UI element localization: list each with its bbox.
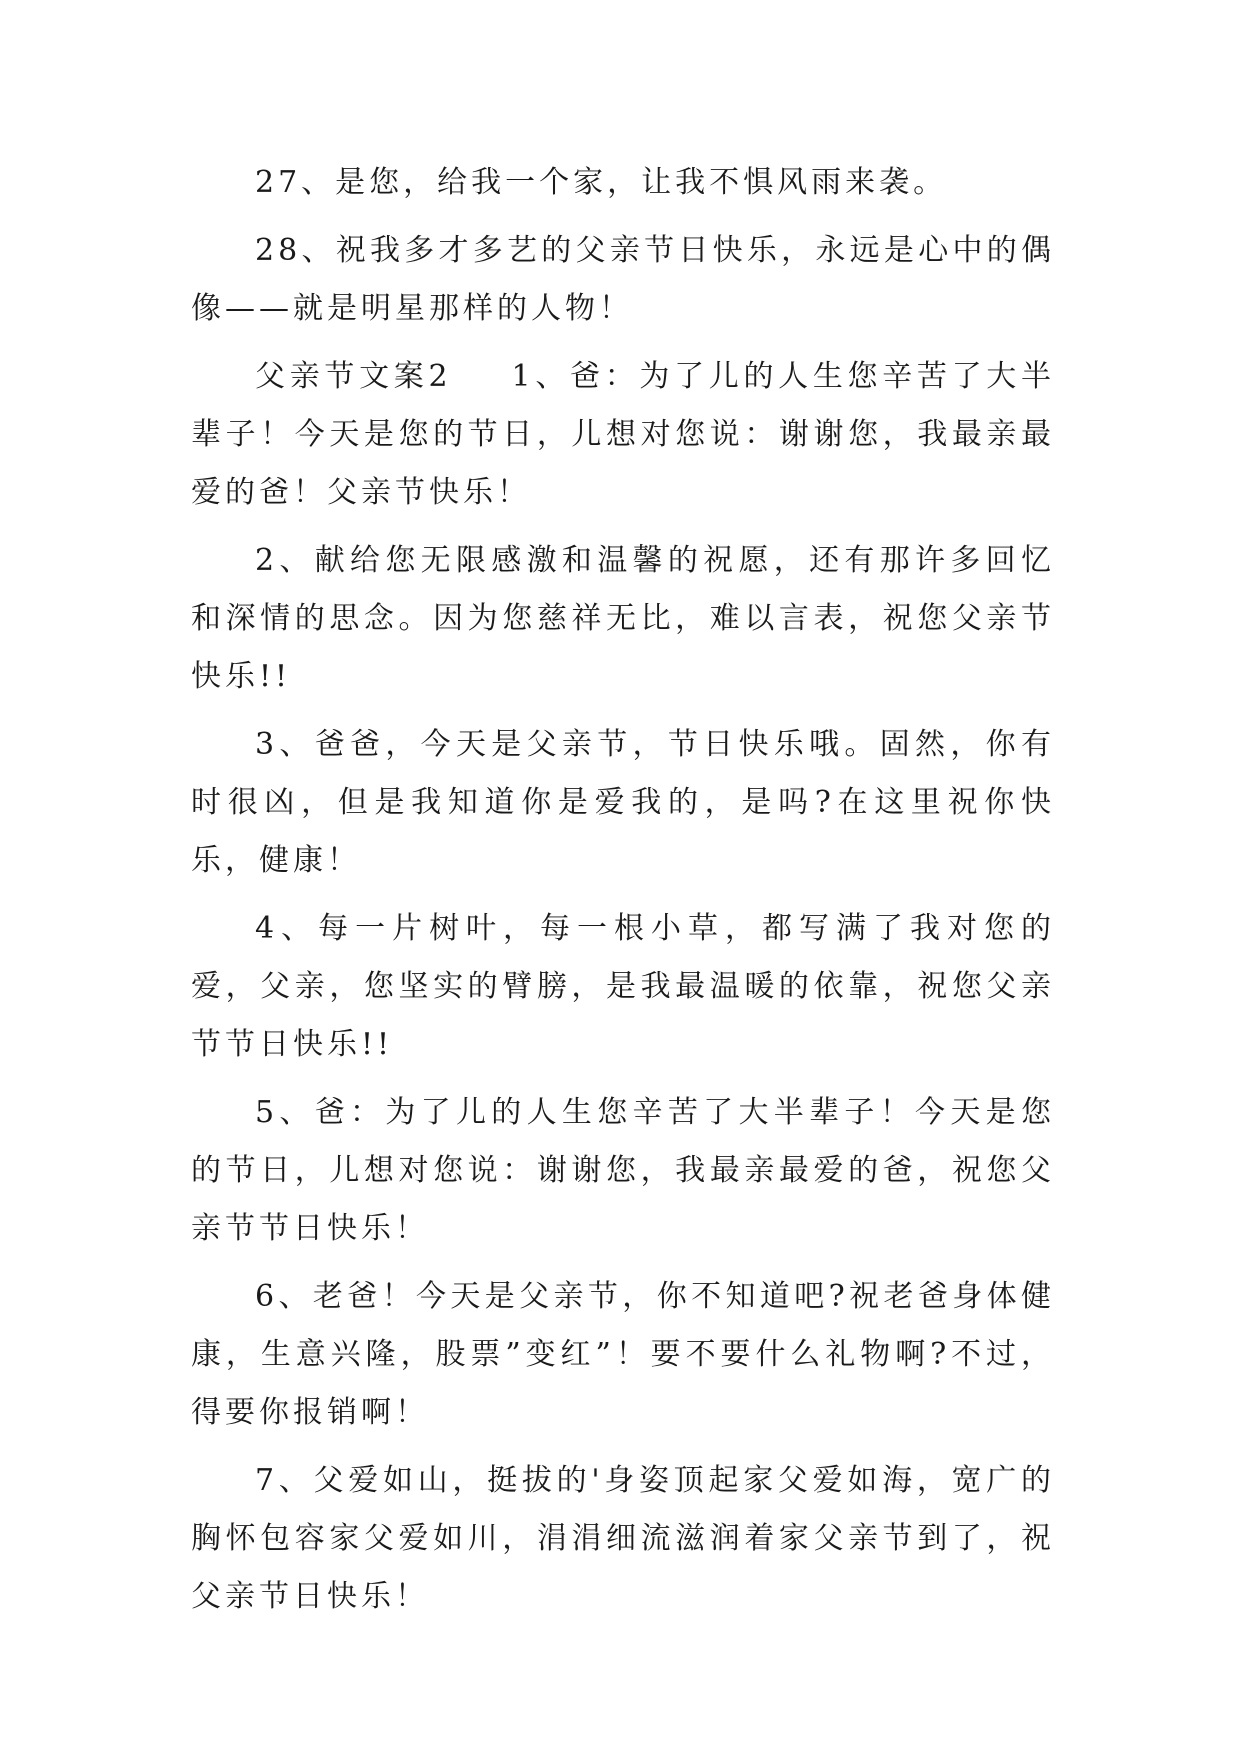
section-heading: 父亲节文案2 <box>255 359 452 394</box>
paragraph-5: 5、爸：为了儿的人生您辛苦了大半辈子！今天是您的节日，儿想对您说：谢谢您，我最亲最爱的爸，祝您父亲节节日快乐！ <box>191 1095 1055 1246</box>
paragraph-6: 6、老爸！今天是父亲节，你不知道吧?祝老爸身体健康，生意兴隆，股票”变红”！要不要什么礼物啊?不过，得要你报销啊！ <box>191 1279 1055 1430</box>
paragraph-4: 4、每一片树叶，每一根小草，都写满了我对您的爱，父亲，您坚实的臂膀，是我最温暖的依靠，祝您父亲节节日快乐!! <box>191 911 1055 1062</box>
document-body <box>191 154 1055 1636</box>
paragraph-1: 1、爸：为了儿的人生您辛苦了大半辈子！今天是您的节日，儿想对您说：谢谢您，我最亲最爱的爸！父亲节快乐！ <box>191 359 1055 510</box>
paragraph-27: 27、是您，给我一个家，让我不惧风雨来袭。 <box>255 165 948 200</box>
paragraph-7: 7、父爱如山，挺拔的'身姿顶起家父爱如海，宽广的胸怀包容家父爱如川，涓涓细流滋润着家父亲节到了，祝父亲节日快乐！ <box>191 1463 1055 1614</box>
paragraph-3: 3、爸爸，今天是父亲节，节日快乐哦。固然，你有时很凶，但是我知道你是爱我的，是吗?在这里祝你快乐，健康！ <box>191 727 1055 878</box>
section-paragraph <box>191 348 1055 522</box>
paragraph-2: 2、献给您无限感激和温馨的祝愿，还有那许多回忆和深情的思念。因为您慈祥无比，难以言表，祝您父亲节快乐!! <box>191 543 1055 694</box>
paragraph-28: 28、祝我多才多艺的父亲节日快乐，永远是心中的偶像——就是明星那样的人物！ <box>191 233 1055 326</box>
